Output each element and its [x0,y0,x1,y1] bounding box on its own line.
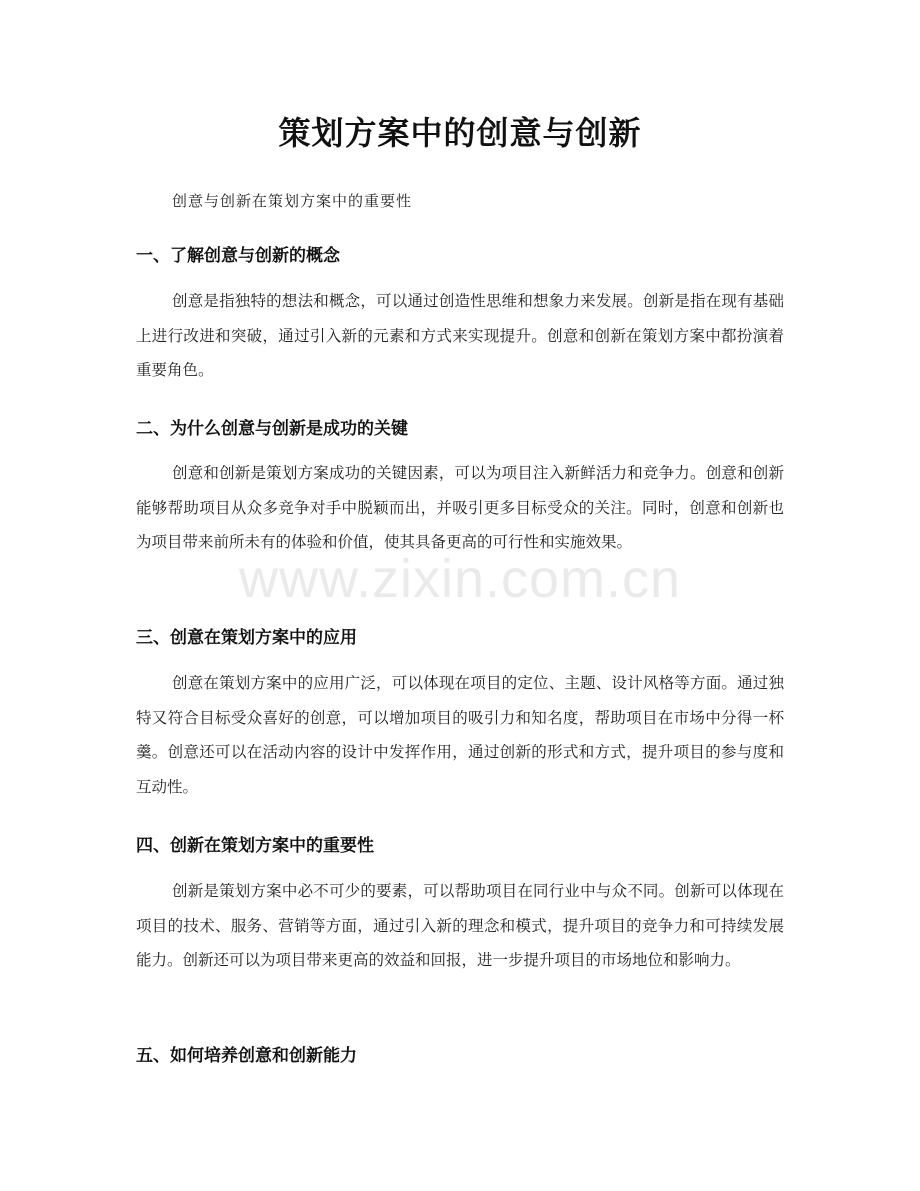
document-title: 策划方案中的创意与创新 [278,114,642,152]
watermark: www.zixin.com.cn [238,549,682,609]
section-paragraph-1: 创意是指独特的想法和概念，可以通过创造性思维和想象力来发展。创新是指在现有基础上进行改进和突破，通过引入新的元素和方式来实现提升。创意和创新在策划方案中都扮演着重要角色。 [136,292,784,380]
section-paragraph-4: 创新是策划方案中必不可少的要素，可以帮助项目在同行业中与众不同。创新可以体现在项目的技术、服务、营销等方面，通过引入新的理念和模式，提升项目的竞争力和可持续发展能力。创新还可以为项目带来更高的效益和回报，进一步提升项目的市场地位和影响力。 [136,882,784,970]
section-heading-1: 一、了解创意与创新的概念 [136,246,340,266]
section-heading-4: 四、创新在策划方案中的重要性 [136,836,374,856]
document-subtitle: 创意与创新在策划方案中的重要性 [172,192,413,210]
section-heading-2: 二、为什么创意与创新是成功的关键 [136,419,408,439]
section-paragraph-2: 创意和创新是策划方案成功的关键因素，可以为项目注入新鲜活力和竞争力。创意和创新能够帮助项目从众多竞争对手中脱颖而出，并吸引更多目标受众的关注。同时，创意和创新也为项目带来前所未有的体验和价值，使其具备更高的可行性和实施效果。 [136,464,784,552]
section-paragraph-3: 创意在策划方案中的应用广泛，可以体现在项目的定位、主题、设计风格等方面。通过独特又符合目标受众喜好的创意，可以增加项目的吸引力和知名度，帮助项目在市场中分得一杯羹。创意还可以在活动内容的设计中发挥作用，通过创新的形式和方式，提升项目的参与度和互动性。 [136,674,784,796]
section-heading-3: 三、创意在策划方案中的应用 [136,628,357,648]
section-heading-5: 五、如何培养创意和创新能力 [136,1046,357,1066]
